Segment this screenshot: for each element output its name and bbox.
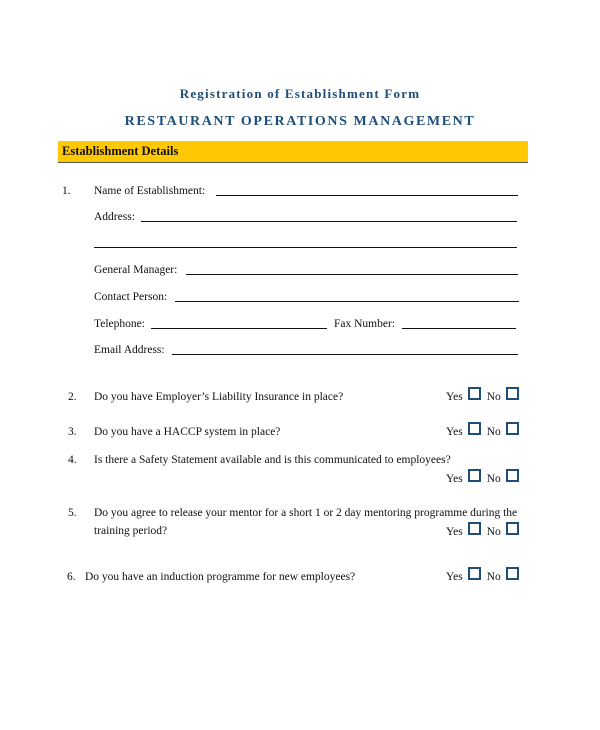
no-label: No [486,525,501,538]
no-checkbox[interactable] [506,422,519,435]
question-text: Do you have Employer’s Liability Insurance in place? [94,391,344,403]
yes-checkbox[interactable] [468,522,481,535]
question-text: Do you have an induction programme for new employees? [85,571,356,583]
name-field[interactable] [216,195,518,196]
telephone-field[interactable] [151,328,327,329]
yes-label: Yes [446,525,463,538]
yes-no-options [446,472,525,485]
section-header: Establishment Details [58,141,528,163]
question-text-line-2: training period? [94,525,168,537]
item-number: 1. [62,185,71,197]
address-label: Address: [94,211,135,223]
manager-label: General Manager: [94,264,178,276]
no-label: No [486,570,501,583]
contact-field[interactable] [175,301,519,302]
question-number: 3. [68,426,77,438]
telephone-label: Telephone: [94,318,145,330]
no-checkbox[interactable] [506,387,519,400]
no-label: No [486,425,501,438]
yes-no-options [446,425,525,438]
name-label: Name of Establishment: [94,185,206,197]
question-number: 4. [68,454,77,466]
question-text-line-1: Do you agree to release your mentor for a short 1 or 2 day mentoring programme during the [94,507,518,519]
fax-field[interactable] [402,328,516,329]
manager-field[interactable] [186,274,518,275]
question-number: 6. [67,571,76,583]
yes-checkbox[interactable] [468,469,481,482]
yes-checkbox[interactable] [468,387,481,400]
email-field[interactable] [172,354,518,355]
yes-label: Yes [446,425,463,438]
question-text: Do you have a HACCP system in place? [94,426,281,438]
question-number: 5. [68,507,77,519]
yes-no-options [446,525,525,538]
no-checkbox[interactable] [506,522,519,535]
contact-label: Contact Person: [94,291,168,303]
address-field-line-1[interactable] [141,221,517,222]
no-label: No [486,472,501,485]
yes-label: Yes [446,472,463,485]
no-checkbox[interactable] [506,567,519,580]
question-number: 2. [68,391,77,403]
yes-label: Yes [446,390,463,403]
form-title: Registration of Establishment Form [179,86,421,101]
address-field-line-2[interactable] [94,247,517,248]
question-text: Is there a Safety Statement available and is this communicated to employees? [94,454,451,466]
fax-label: Fax Number: [334,318,396,330]
email-label: Email Address: [94,344,165,356]
yes-checkbox[interactable] [468,422,481,435]
yes-label: Yes [446,570,463,583]
no-checkbox[interactable] [506,469,519,482]
no-label: No [486,390,501,403]
yes-no-options [446,570,525,583]
yes-no-options [446,390,525,403]
yes-checkbox[interactable] [468,567,481,580]
form-subtitle: RESTAURANT OPERATIONS MANAGEMENT [124,114,476,129]
